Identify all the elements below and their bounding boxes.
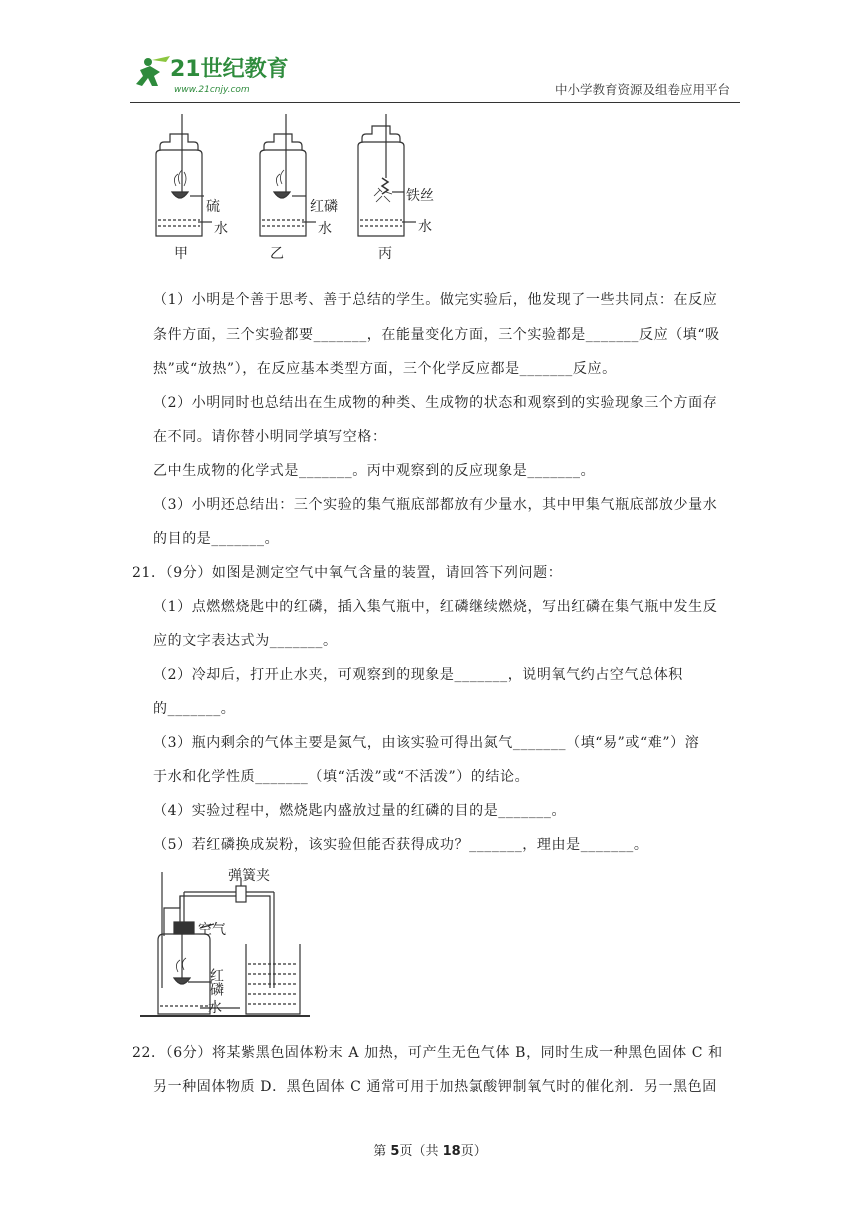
q21-part3-line2: 于水和化学性质_______（填“活泼”或“不活泼”）的结论。 [153,769,530,785]
footer-prefix: 第 [373,1144,391,1159]
bottle-yi [260,114,316,236]
q20-part1-line1: （1）小明是个善于思考、善于总结的学生。做完实验后，他发现了一些共同点：在反应 [153,292,718,308]
page-header [130,50,740,103]
q20-part2-line1: （2）小明同时也总结出在生成物的种类、生成物的状态和观察到的实验现象三个方面存 [153,395,718,411]
q21-title: 21．（9分）如图是测定空气中氧气含量的装置，请回答下列问题： [132,565,563,581]
caption-bing: 丙 [378,246,392,262]
experiment-figure-2 [140,868,310,1020]
platform-name: 中小学教育资源及组卷应用平台 [554,82,730,97]
footer-page-number: 5 [390,1144,400,1159]
logo [130,52,330,98]
logo-url: www.21cnjy.com [174,85,250,95]
footer-suffix: 页） [460,1144,487,1159]
bottle-jia [156,114,212,236]
q20-part3-line1: （3）小明还总结出：三个实验的集气瓶底部都放有少量水，其中甲集气瓶底部放少量水 [153,497,718,513]
logo-text: 21世纪教育 [170,57,289,82]
q20-part2-line3: 乙中生成物的化学式是_______。丙中观察到的反应现象是_______。 [153,463,596,479]
experiment-figure-1 [140,112,460,272]
bottle-bing [358,114,416,236]
label-phosphorus: 红磷 [208,968,224,996]
q22-line2: 另一种固体物质 D．黑色固体 C 通常可用于加热氯酸钾制氧气时的催化剂．另一黑色固 [153,1079,717,1095]
q21-part2-line2: 的_______。 [153,701,236,717]
q22-line1: 22．（6分）将某紫黑色固体粉末 A 加热，可产生无色气体 B，同时生成一种黑色固体 C 和 [132,1045,723,1061]
label-clamp: 弹簧夹 [228,868,270,884]
label-water-fig2: 水 [208,1000,222,1016]
q21-part4: （4）实验过程中，燃烧匙内盛放过量的红磷的目的是_______。 [153,803,567,819]
label-iron-wire: 铁丝 [406,188,434,204]
q20-part3-line2: 的目的是_______。 [153,531,280,547]
q20-part1-line3: 热”或“放热”），在反应基本类型方面，三个化学反应都是_______反应。 [153,361,617,377]
caption-jia: 甲 [174,246,188,262]
runner-icon [136,56,170,86]
q20-part2-line2: 在不同。请你替小明同学填写空格： [153,429,387,445]
q21-part2-line1: （2）冷却后，打开止水夹，可观察到的现象是_______，说明氧气约占空气总体积 [153,667,683,683]
label-air: 空气 [198,922,226,938]
page-footer [0,1140,860,1159]
footer-mid: 页（共 [399,1144,443,1159]
label-sulfur: 硫 [206,199,220,215]
label-water-jia: 水 [214,221,228,237]
footer-total-pages: 18 [442,1144,461,1159]
q21-part3-line1: （3）瓶内剩余的气体主要是氮气，由该实验可得出氮气_______（填“易”或“难”）溶 [153,735,700,751]
q21-part1-line2: 应的文字表达式为_______。 [153,633,338,649]
caption-yi: 乙 [270,246,284,262]
q20-part1-line2: 条件方面，三个实验都要_______，在能量变化方面，三个实验都是_______反应（填“吸 [153,327,720,343]
q21-part1-line1: （1）点燃燃烧匙中的红磷，插入集气瓶中，红磷继续燃烧，写出红磷在集气瓶中发生反 [153,599,718,615]
q21-part5: （5）若红磷换成炭粉，该实验但能否获得成功？_______，理由是_______。 [153,837,649,853]
label-red-phosphorus: 红磷 [310,199,338,215]
label-water-yi: 水 [318,221,332,237]
label-water-bing: 水 [418,219,432,235]
